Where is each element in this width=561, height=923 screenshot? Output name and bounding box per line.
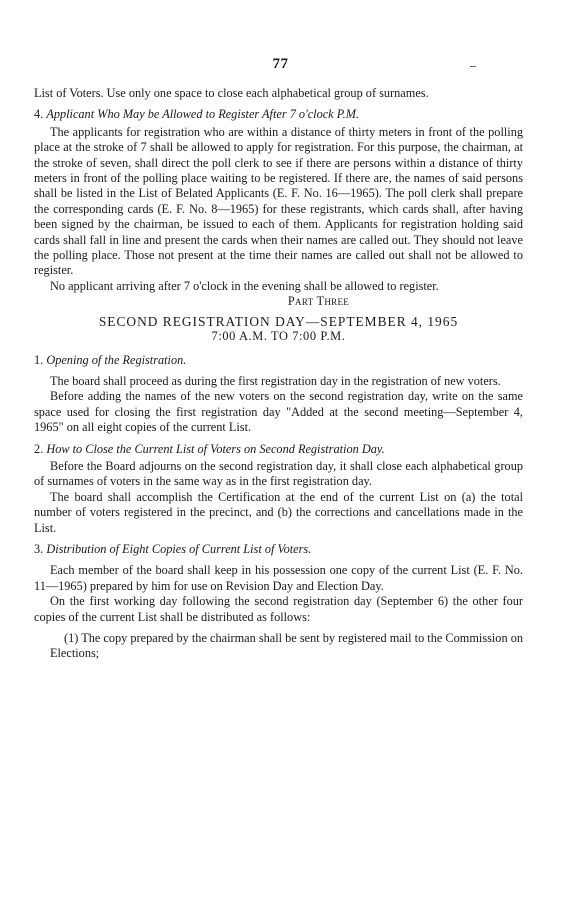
part3-section-1-paragraph-1: The board shall proceed as during the first registration day in the registration of new voters. bbox=[50, 373, 501, 388]
part3-section-1-heading bbox=[34, 353, 523, 368]
part-title: SECOND REGISTRATION DAY—SEPTEMBER 4, 1965 bbox=[98, 313, 459, 329]
part-label: Part Three bbox=[287, 294, 350, 309]
page-body bbox=[34, 86, 523, 662]
part-time: 7:00 A.M. TO 7:00 P.M. bbox=[211, 329, 346, 344]
part3-section-3-item-1: (1) The copy prepared by the chairman shall be sent by registered mail to the Commission on Elections; bbox=[50, 631, 523, 661]
page-mark bbox=[470, 66, 476, 67]
part3-section-2-paragraph-2: The board shall accomplish the Certification at the end of the current List on (a) the total number of voters registered in the precinct, and (b) the corrections and cancellations made in the List. bbox=[34, 489, 523, 535]
intro-paragraph: List of Voters. Use only one space to close each alphabetical group of surnames. bbox=[34, 86, 429, 100]
part3-section-1-paragraph-2: Before adding the names of the new voters on the second registration day, write on the same space used for closing the first registration day "Added at the second meeting—September 4, 1965" on all eight copies of the current List. bbox=[34, 389, 523, 435]
part3-section-3-title: Distribution of Eight Copies of Current List of Voters. bbox=[46, 541, 312, 556]
section-4-paragraph-2: No applicant arriving after 7 o'clock in the evening shall be allowed to register. bbox=[50, 278, 439, 293]
part3-section-2-title: How to Close the Current List of Voters on Second Registration Day. bbox=[46, 441, 385, 456]
part3-section-2-heading bbox=[34, 442, 523, 457]
part3-section-3-paragraph-1: Each member of the board shall keep in his possession one copy of the current List (E. F. No. 11—1965) prepared by him for use on Revision Day and Election Day. bbox=[34, 563, 523, 593]
section-4-number: 4. bbox=[34, 107, 44, 122]
section-4-paragraph-1: The applicants for registration who are within a distance of thirty meters in front of the polling place at the stroke of 7 shall be allowed to apply for registration. For this purpose, the chairman, at the stroke of seven, shall direct the poll clerk to see if there are persons within a distance of thirty meters in front of the polling place waiting to be registered. If there are, the names of said persons shall be listed in the List of Belated Applicants (E. F. No. 16—1965). The poll clerk shall prepare the corresponding cards (E. F. No. 8—1965) for these registrants, which cards shall, after having been signed by the chairman, be issued to each of them. Applicants for registration holding said cards shall fall in line and present the cards when their names are called out. They should not leave the polling place. Those not present at the time their names are called out shall not be allowed to register. bbox=[34, 124, 523, 278]
part3-section-3-paragraph-2: On the first working day following the second registration day (September 6) the other four copies of the current List shall be distributed as follows: bbox=[34, 594, 523, 624]
part3-section-3-number: 3. bbox=[34, 541, 44, 556]
part3-section-3-heading bbox=[34, 542, 523, 557]
page-number: 77 bbox=[272, 56, 289, 72]
section-4-heading bbox=[34, 107, 523, 122]
part3-section-2-number: 2. bbox=[34, 441, 44, 456]
part3-section-1-title: Opening of the Registration. bbox=[46, 352, 187, 367]
part3-section-1-number: 1. bbox=[34, 352, 44, 367]
part3-section-2-paragraph-1: Before the Board adjourns on the second registration day, it shall close each alphabetical group of surnames of voters in the same way as in the first registration day. bbox=[34, 458, 523, 489]
section-4-title: Applicant Who May be Allowed to Register After 7 o'clock P.M. bbox=[46, 107, 360, 122]
